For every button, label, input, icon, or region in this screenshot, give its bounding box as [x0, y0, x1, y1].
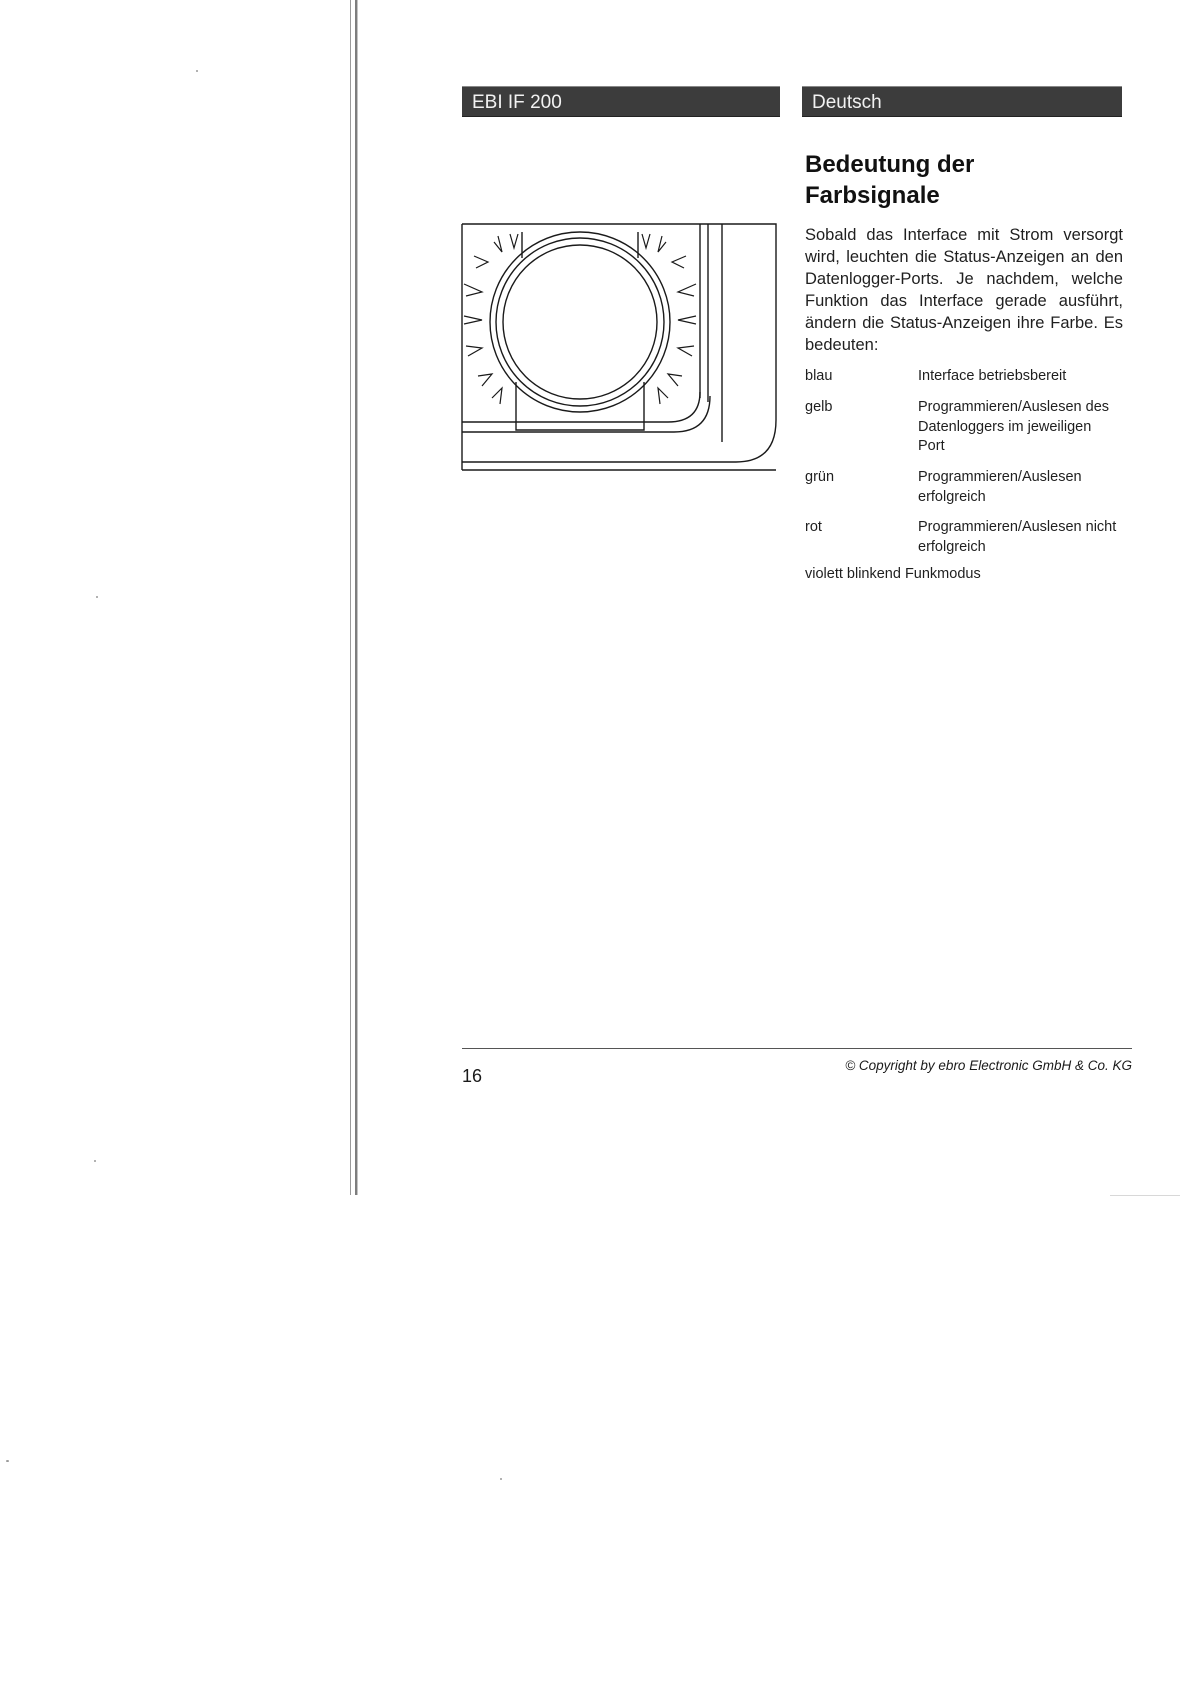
port-ring-middle	[496, 238, 664, 406]
signal-color: gelb	[805, 399, 833, 415]
page-number: 16	[462, 1066, 483, 1086]
copyright-note: © Copyright by ebro Electronic GmbH & Co. KG	[845, 1058, 1132, 1073]
housing-outline	[462, 224, 776, 462]
scan-speck	[500, 1478, 502, 1480]
signal-meaning: Programmieren/Auslesen erfolgreich	[918, 469, 1082, 505]
signal-meaning: Programmieren/Auslesen nicht erfolgreich	[918, 519, 1117, 555]
header-product: EBI IF 200	[462, 86, 780, 117]
scan-speck	[196, 70, 198, 72]
section-title	[805, 149, 1105, 211]
binder-edge-shadow	[357, 0, 358, 1195]
recess-lower-outer	[462, 396, 710, 432]
signal-meaning: Interface betriebsbereit	[918, 368, 1067, 384]
port-ring-outer	[490, 232, 670, 412]
signal-meaning: Programmieren/Auslesen des Datenloggers im jeweiligen Port	[918, 399, 1110, 454]
section-title-line-1: Bedeutung der	[805, 151, 975, 178]
recess-lower	[462, 392, 700, 422]
interface-port-diagram	[460, 222, 780, 487]
signal-color: grün	[805, 469, 835, 485]
signal-row-violett: violett blinkend Funkmodus	[805, 566, 981, 582]
section-title-line-2: Farbsignale	[805, 182, 940, 209]
scan-speck	[94, 1160, 96, 1162]
scan-mark	[1110, 1195, 1180, 1196]
port-ring-inner	[503, 245, 657, 399]
signal-color: rot	[805, 519, 822, 535]
signal-color: blau	[805, 368, 833, 384]
binder-edge	[350, 0, 357, 1195]
header-language: Deutsch	[802, 86, 1122, 117]
scan-speck	[6, 1460, 9, 1462]
footer-rule	[462, 1048, 1132, 1049]
intro-paragraph: Sobald das Interface mit Strom versorgt wird, leuchten die Status-Anzeigen an den Datenlogger-Ports. Je nachdem, welche Funktion das Interface gerade ausführt, ändern die Status-Anzeigen ihre Farbe. Es bedeuten:	[805, 226, 1123, 354]
status-light-rays	[464, 234, 696, 404]
scan-speck	[96, 596, 98, 598]
